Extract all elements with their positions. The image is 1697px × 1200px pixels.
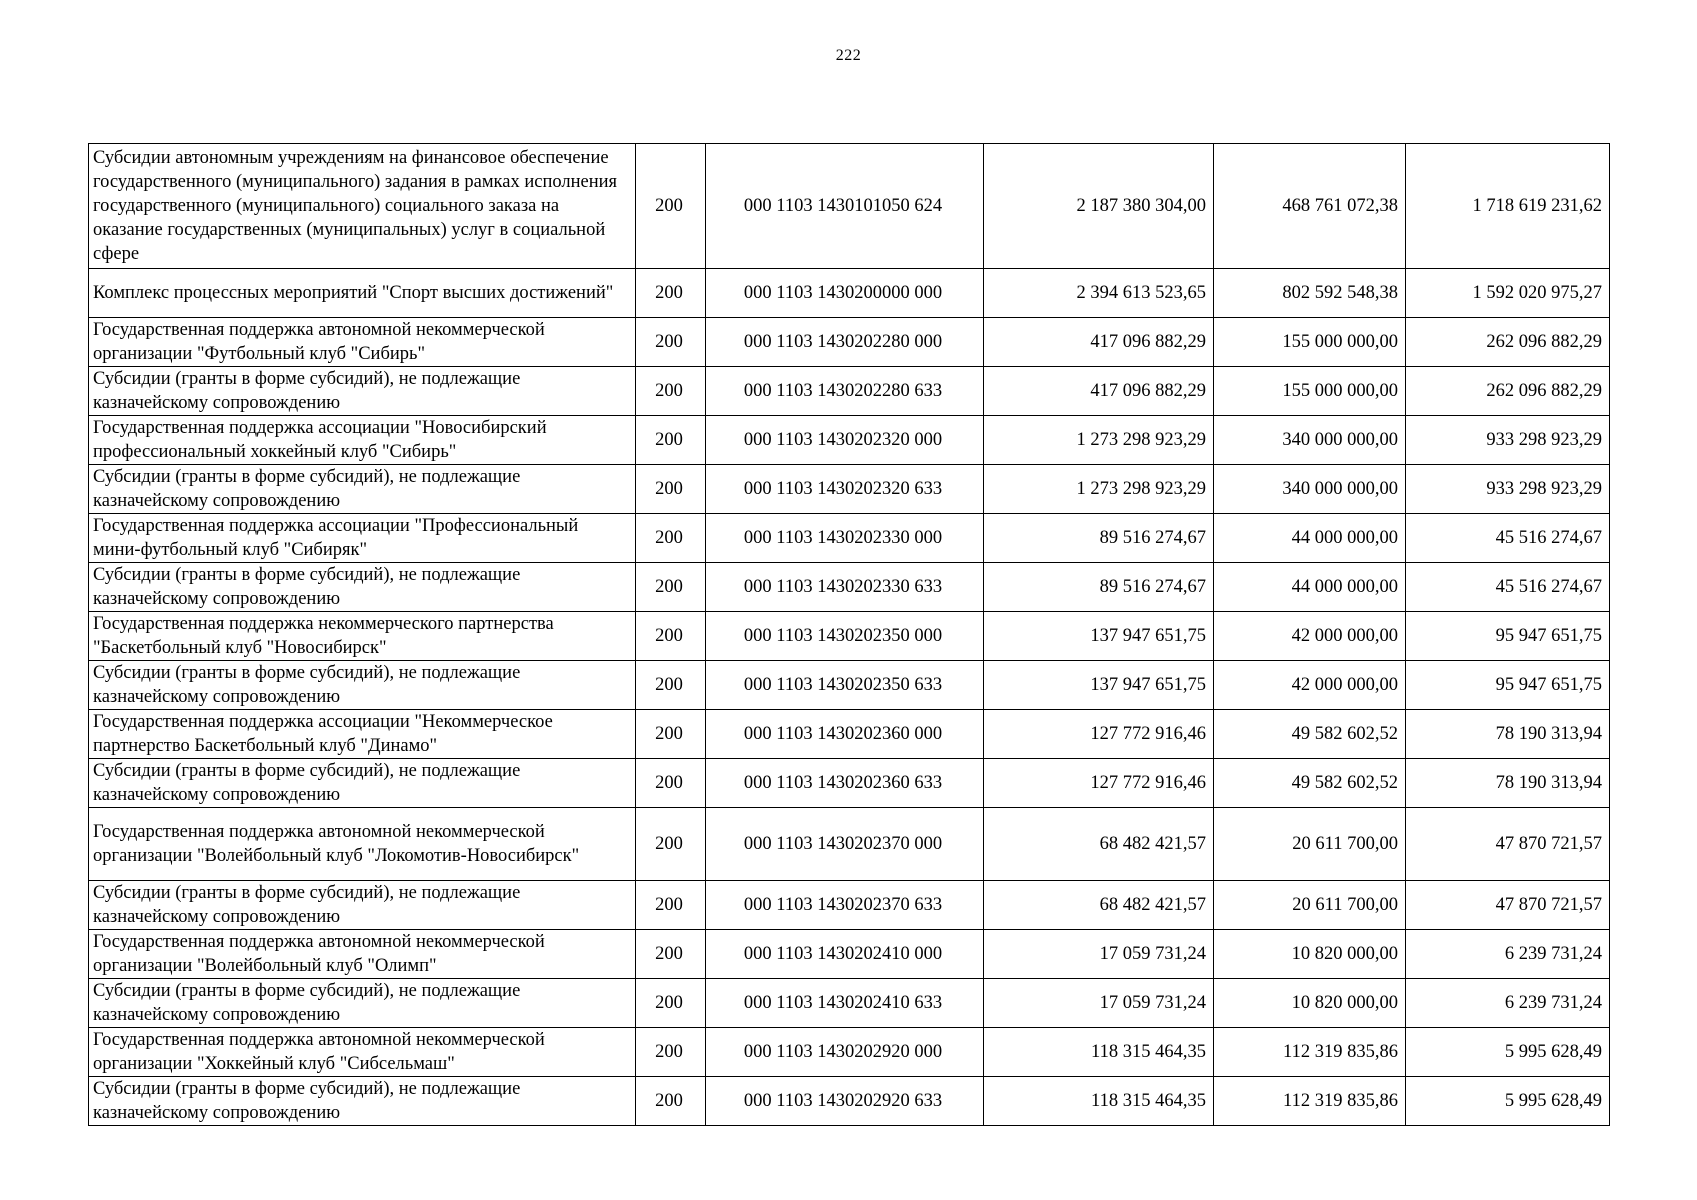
executed-amount-cell: 49 582 602,52 [1214, 710, 1406, 759]
approved-amount-cell: 137 947 651,75 [984, 612, 1214, 661]
budget-classification-code-cell: 000 1103 1430202370 633 [706, 881, 984, 930]
expense-name-cell: Государственная поддержка автономной некоммерческой организации "Волейбольный клуб "Олимп" [89, 930, 636, 979]
unexecuted-amount-cell: 95 947 651,75 [1406, 612, 1610, 661]
executed-amount-cell: 49 582 602,52 [1214, 759, 1406, 808]
unexecuted-amount-cell: 5 995 628,49 [1406, 1077, 1610, 1126]
table-row [89, 563, 1610, 612]
approved-amount-cell: 118 315 464,35 [984, 1077, 1214, 1126]
executed-amount-cell: 10 820 000,00 [1214, 979, 1406, 1028]
budget-classification-code-cell: 000 1103 1430202280 000 [706, 318, 984, 367]
executed-amount-cell: 340 000 000,00 [1214, 416, 1406, 465]
approved-amount-cell: 417 096 882,29 [984, 367, 1214, 416]
approved-amount-cell: 68 482 421,57 [984, 808, 1214, 881]
unexecuted-amount-cell: 78 190 313,94 [1406, 710, 1610, 759]
expense-name-cell: Субсидии (гранты в форме субсидий), не подлежащие казначейскому сопровождению [89, 661, 636, 710]
executed-amount-cell: 340 000 000,00 [1214, 465, 1406, 514]
unexecuted-amount-cell: 78 190 313,94 [1406, 759, 1610, 808]
line-code-cell: 200 [636, 269, 706, 318]
approved-amount-cell: 89 516 274,67 [984, 514, 1214, 563]
expense-name-cell: Комплекс процессных мероприятий "Спорт высших достижений" [89, 269, 636, 318]
budget-classification-code-cell: 000 1103 1430202410 000 [706, 930, 984, 979]
executed-amount-cell: 155 000 000,00 [1214, 318, 1406, 367]
approved-amount-cell: 127 772 916,46 [984, 710, 1214, 759]
unexecuted-amount-cell: 262 096 882,29 [1406, 318, 1610, 367]
unexecuted-amount-cell: 45 516 274,67 [1406, 514, 1610, 563]
unexecuted-amount-cell: 6 239 731,24 [1406, 979, 1610, 1028]
line-code-cell: 200 [636, 930, 706, 979]
expense-name-cell: Государственная поддержка некоммерческого партнерства "Баскетбольный клуб "Новосибирск" [89, 612, 636, 661]
expense-name-cell: Субсидии (гранты в форме субсидий), не подлежащие казначейскому сопровождению [89, 979, 636, 1028]
table-row [89, 144, 1610, 269]
expense-name-cell: Государственная поддержка автономной некоммерческой организации "Хоккейный клуб "Сибсельмаш" [89, 1028, 636, 1077]
table-row [89, 612, 1610, 661]
executed-amount-cell: 44 000 000,00 [1214, 514, 1406, 563]
budget-classification-code-cell: 000 1103 1430202920 633 [706, 1077, 984, 1126]
unexecuted-amount-cell: 1 592 020 975,27 [1406, 269, 1610, 318]
budget-classification-code-cell: 000 1103 1430202370 000 [706, 808, 984, 881]
table-row [89, 1077, 1610, 1126]
approved-amount-cell: 17 059 731,24 [984, 930, 1214, 979]
expense-name-cell: Государственная поддержка ассоциации "Некоммерческое партнерство Баскетбольный клуб "Динамо" [89, 710, 636, 759]
expense-name-cell: Государственная поддержка ассоциации "Новосибирский профессиональный хоккейный клуб "Сибирь" [89, 416, 636, 465]
table-row [89, 710, 1610, 759]
expense-name-cell: Субсидии (гранты в форме субсидий), не подлежащие казначейскому сопровождению [89, 367, 636, 416]
budget-classification-code-cell: 000 1103 1430202320 000 [706, 416, 984, 465]
approved-amount-cell: 2 394 613 523,65 [984, 269, 1214, 318]
budget-classification-code-cell: 000 1103 1430200000 000 [706, 269, 984, 318]
line-code-cell: 200 [636, 1077, 706, 1126]
table-body [89, 144, 1610, 1126]
table-row [89, 881, 1610, 930]
table-row [89, 808, 1610, 881]
executed-amount-cell: 20 611 700,00 [1214, 881, 1406, 930]
executed-amount-cell: 112 319 835,86 [1214, 1028, 1406, 1077]
expense-name-cell: Государственная поддержка ассоциации "Профессиональный мини-футбольный клуб "Сибиряк" [89, 514, 636, 563]
executed-amount-cell: 155 000 000,00 [1214, 367, 1406, 416]
table-row [89, 661, 1610, 710]
executed-amount-cell: 20 611 700,00 [1214, 808, 1406, 881]
approved-amount-cell: 89 516 274,67 [984, 563, 1214, 612]
table-row [89, 318, 1610, 367]
unexecuted-amount-cell: 6 239 731,24 [1406, 930, 1610, 979]
line-code-cell: 200 [636, 979, 706, 1028]
line-code-cell: 200 [636, 318, 706, 367]
executed-amount-cell: 112 319 835,86 [1214, 1077, 1406, 1126]
unexecuted-amount-cell: 1 718 619 231,62 [1406, 144, 1610, 269]
table-row [89, 1028, 1610, 1077]
budget-classification-code-cell: 000 1103 1430202920 000 [706, 1028, 984, 1077]
table-row [89, 930, 1610, 979]
budget-classification-code-cell: 000 1103 1430202360 000 [706, 710, 984, 759]
approved-amount-cell: 68 482 421,57 [984, 881, 1214, 930]
line-code-cell: 200 [636, 710, 706, 759]
expense-name-cell: Государственная поддержка автономной некоммерческой организации "Футбольный клуб "Сибирь" [89, 318, 636, 367]
approved-amount-cell: 17 059 731,24 [984, 979, 1214, 1028]
unexecuted-amount-cell: 95 947 651,75 [1406, 661, 1610, 710]
budget-classification-code-cell: 000 1103 1430202320 633 [706, 465, 984, 514]
line-code-cell: 200 [636, 612, 706, 661]
approved-amount-cell: 417 096 882,29 [984, 318, 1214, 367]
table-row [89, 416, 1610, 465]
expense-name-cell: Субсидии (гранты в форме субсидий), не подлежащие казначейскому сопровождению [89, 759, 636, 808]
expense-name-cell: Государственная поддержка автономной некоммерческой организации "Волейбольный клуб "Локомотив-Новосибирск" [89, 808, 636, 881]
expense-name-cell: Субсидии (гранты в форме субсидий), не подлежащие казначейскому сопровождению [89, 1077, 636, 1126]
unexecuted-amount-cell: 933 298 923,29 [1406, 416, 1610, 465]
approved-amount-cell: 1 273 298 923,29 [984, 416, 1214, 465]
executed-amount-cell: 42 000 000,00 [1214, 661, 1406, 710]
budget-classification-code-cell: 000 1103 1430202330 633 [706, 563, 984, 612]
approved-amount-cell: 2 187 380 304,00 [984, 144, 1214, 269]
executed-amount-cell: 42 000 000,00 [1214, 612, 1406, 661]
budget-execution-table [88, 143, 1610, 1126]
line-code-cell: 200 [636, 144, 706, 269]
budget-classification-code-cell: 000 1103 1430202350 633 [706, 661, 984, 710]
line-code-cell: 200 [636, 367, 706, 416]
expense-name-cell: Субсидии (гранты в форме субсидий), не подлежащие казначейскому сопровождению [89, 563, 636, 612]
budget-classification-code-cell: 000 1103 1430202280 633 [706, 367, 984, 416]
table-row [89, 367, 1610, 416]
page-number: 222 [835, 47, 862, 64]
table-row [89, 269, 1610, 318]
line-code-cell: 200 [636, 661, 706, 710]
line-code-cell: 200 [636, 563, 706, 612]
executed-amount-cell: 44 000 000,00 [1214, 563, 1406, 612]
table-row [89, 514, 1610, 563]
line-code-cell: 200 [636, 759, 706, 808]
approved-amount-cell: 1 273 298 923,29 [984, 465, 1214, 514]
table-row [89, 759, 1610, 808]
line-code-cell: 200 [636, 514, 706, 563]
budget-classification-code-cell: 000 1103 1430202350 000 [706, 612, 984, 661]
line-code-cell: 200 [636, 465, 706, 514]
budget-classification-code-cell: 000 1103 1430101050 624 [706, 144, 984, 269]
table-row [89, 979, 1610, 1028]
line-code-cell: 200 [636, 1028, 706, 1077]
table-row [89, 465, 1610, 514]
unexecuted-amount-cell: 262 096 882,29 [1406, 367, 1610, 416]
approved-amount-cell: 118 315 464,35 [984, 1028, 1214, 1077]
budget-classification-code-cell: 000 1103 1430202360 633 [706, 759, 984, 808]
executed-amount-cell: 468 761 072,38 [1214, 144, 1406, 269]
approved-amount-cell: 127 772 916,46 [984, 759, 1214, 808]
executed-amount-cell: 10 820 000,00 [1214, 930, 1406, 979]
line-code-cell: 200 [636, 808, 706, 881]
approved-amount-cell: 137 947 651,75 [984, 661, 1214, 710]
unexecuted-amount-cell: 933 298 923,29 [1406, 465, 1610, 514]
line-code-cell: 200 [636, 416, 706, 465]
budget-classification-code-cell: 000 1103 1430202410 633 [706, 979, 984, 1028]
unexecuted-amount-cell: 45 516 274,67 [1406, 563, 1610, 612]
unexecuted-amount-cell: 5 995 628,49 [1406, 1028, 1610, 1077]
budget-classification-code-cell: 000 1103 1430202330 000 [706, 514, 984, 563]
line-code-cell: 200 [636, 881, 706, 930]
expense-name-cell: Субсидии (гранты в форме субсидий), не подлежащие казначейскому сопровождению [89, 881, 636, 930]
expense-name-cell: Субсидии (гранты в форме субсидий), не подлежащие казначейскому сопровождению [89, 465, 636, 514]
expense-name-cell: Субсидии автономным учреждениям на финансовое обеспечение государственного (муниципального) задания в рамках исполнения государственного (муниципального) социального заказа на оказание государственных (муниципальных) услуг в социальной сфере [89, 144, 636, 269]
executed-amount-cell: 802 592 548,38 [1214, 269, 1406, 318]
unexecuted-amount-cell: 47 870 721,57 [1406, 808, 1610, 881]
unexecuted-amount-cell: 47 870 721,57 [1406, 881, 1610, 930]
